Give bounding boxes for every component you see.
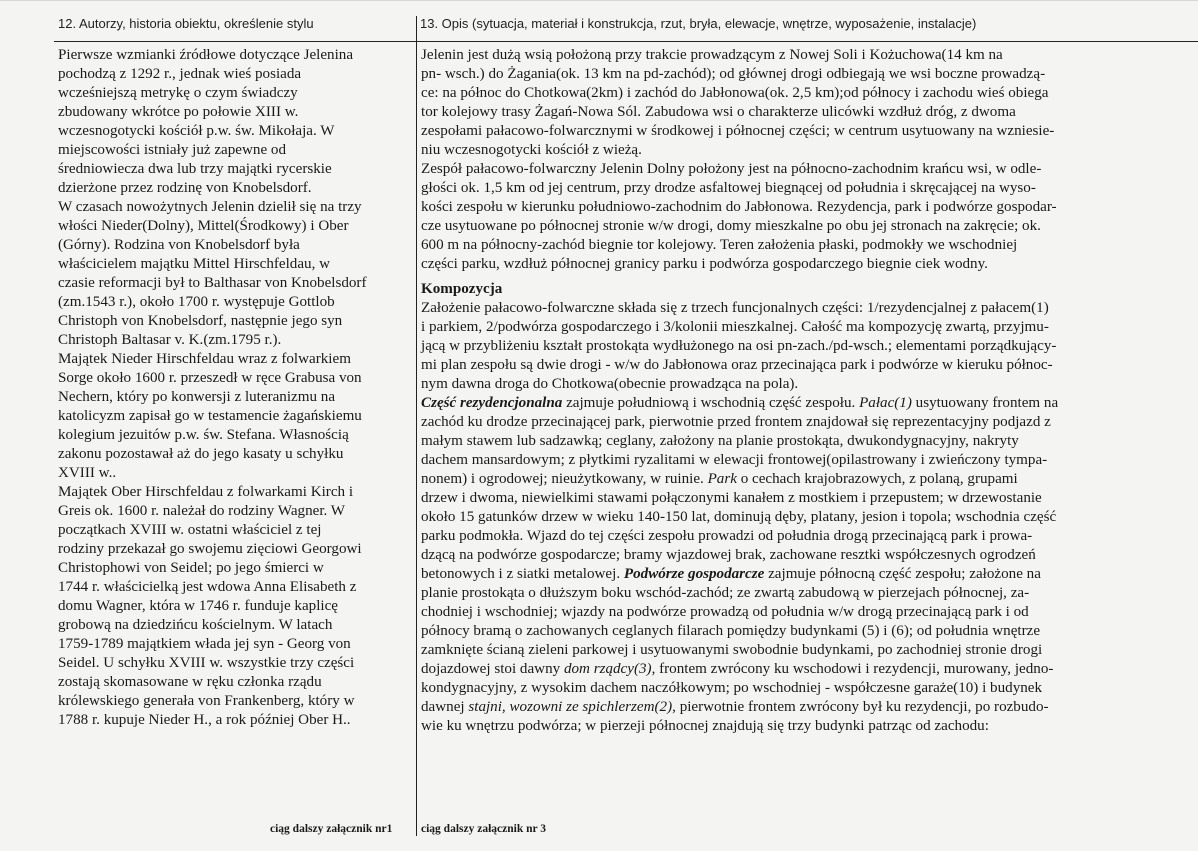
text-line: Zespół pałacowo-folwarczny Jelenin Dolny położony jest na północno-zachodnim krańcu wsi, w odle- (421, 161, 1042, 177)
right-continuation-note: ciąg dalszy załącznik nr 3 (421, 823, 547, 835)
term-czesc-rezydencjonalna: Część rezydencjonalna (421, 395, 563, 411)
term-palac: Pałac(1) (859, 395, 912, 411)
left-text-line: 1744 r. właścicielką jest wdowa Anna Elisabeth z (58, 579, 357, 595)
left-text-line: Seidel. U schyłku XVIII w. wszystkie trzy części (58, 655, 355, 671)
left-text-line: (zm.1543 r.), około 1700 r. występuje Gottlob (58, 294, 335, 310)
text-line: Założenie pałacowo-folwarczne składa się z trzech funcjonalnych części: 1/rezydencjalnej z pałacem(1) (421, 300, 1049, 316)
text-line: wie ku wnętrzu podwórza; w pierzeji północnej znajdują się trzy budynki patrząc od zachodu: (421, 718, 989, 734)
text-line: jącą w przybliżeniu kształt prostokąta wydłużonego na osi pn-zach./pd-wsch.; elementami porządkujący- (421, 338, 1057, 354)
text-line: kondygnacyjny, z wysokim dachem naczółkowym; po wschodniej - współczesne garaże(10) i budynek (421, 680, 1043, 696)
text-line: 600 m na północny-zachód biegnie tor kolejowy. Teren założenia płaski, podmokły we wschodniej (421, 237, 1018, 253)
left-continuation-note: ciąg dalszy załącznik nr1 (270, 823, 393, 835)
text-line: kości zespołu w kierunku południowo-zachodnim do Jabłonowa. Rezydencja, park i podwórze gospodar- (421, 199, 1057, 215)
text-line: około 15 gatunków drzew w wieku 140-150 lat, dominują dęby, platany, jesion i topola; wschodnia część (421, 509, 1057, 525)
term-podworze-gospodarcze: Podwórze gospodarcze (623, 566, 765, 582)
text-line: zespołami pałacowo-folwarcznymi w środkowej i północnej części; w centrum usytuowany na wzniesie- (421, 123, 1055, 139)
text-line: drzew i dwoma, niewielkimi stawami połączonymi kanałem z mostkiem i przepustem; w drzewostanie (421, 490, 1042, 506)
left-text-line: wcześniejszą metrykę o czym świadczy (58, 85, 298, 101)
left-text-line: 1788 r. kupuje Nieder H., a rok później Ober H.. (58, 712, 351, 728)
text-line: dawnej stajni, wozowni ze spichlerzem(2), pierwotnie frontem zwrócony był ku rezydencji, po rozbudo- (421, 699, 1049, 715)
left-text-line: kolegium jezuitów p.w. św. Stefana. Własnością (58, 427, 349, 443)
text-line: zamknięte ścianą zieleni parkowej i usytuowanymi swobodnie budynkami, po zachodniej stronie drogi (421, 642, 1043, 658)
text-line: głości ok. 1,5 km od jej centrum, przy drodze asfaltowej biegnącej od południa i skręcającej na wyso- (421, 180, 1036, 196)
text-line: cze usytuowane po północnej stronie w/w drogi, domy mieszkalne po obu jej stronach na zakręcie; ok. (421, 218, 1041, 234)
left-text-line: pochodzą z 1292 r., jednak wieś posiada (58, 66, 302, 82)
left-text-line: Greis ok. 1600 r. należał do rodziny Wagner. W (58, 503, 346, 519)
left-text-line: Christoph von Knobelsdorf, następnie jego syn (58, 313, 343, 329)
left-text-line: (Górny). Rodzina von Knobelsdorf była (58, 237, 300, 253)
left-column-text (58, 46, 410, 730)
text-line: chodniej i wschodniej; wjazdy na podwórze prowadzą od południa w/w drogą przecinającą park i od (421, 604, 1029, 620)
text-line: części parku, wzdłuż północnej granicy parku i podwórza gospodarczego biegnie ciek wodny. (421, 256, 988, 272)
left-text-line: katolicyzm zapisał go w testamencie żagańskiemu (58, 408, 362, 424)
left-text-line: Christoph Baltasar v. K.(zm.1795 r.). (58, 332, 282, 348)
text-line: północy bramą o zachowanych ceglanych filarach pomiędzy budynkami (5) i (6); od południa wnętrze (421, 623, 1041, 639)
text-line: niu wczesnogotycki kościół z wieżą. (421, 142, 642, 158)
left-section-header: 12. Autorzy, historia obiektu, określenie stylu (58, 16, 314, 31)
left-text-line: zostają skomasowane w ręku członka rządu (58, 674, 322, 690)
text-line: parku podmokła. Wjazd do tej części zespołu prowadzi od południa drogą przecinającą park i prowa- (421, 528, 1033, 544)
top-border-line (0, 0, 1198, 1)
left-text-line: grobową na dziedzińcu kościelnym. W latach (58, 617, 333, 633)
left-text-line: dzierżone przez rodzinę von Knobelsdorf. (58, 180, 312, 196)
left-text-line: XVIII w.. (58, 465, 117, 481)
left-text-line: Majątek Nieder Hirschfeldau wraz z folwarkiem (58, 351, 351, 367)
text-line: pn- wsch.) do Żagania(ok. 13 km na pd-zachód); od głównej drogi odbiegają we wsi boczne prowadzą- (421, 66, 1046, 82)
left-text-line: Christophowi von Seidel; po jego śmierci w (58, 560, 324, 576)
left-text-line: Pierwsze wzmianki źródłowe dotyczące Jelenina (58, 47, 354, 63)
left-text-line: domu Wagner, która w 1746 r. funduje kaplicę (58, 598, 338, 614)
text-line: planie prostokąta o dłuższym boku wschód-zachód; ze zwartą zabudową w pierzejach północnej, za- (421, 585, 1030, 601)
left-text-line: W czasach nowożytnych Jelenin dzielił się na trzy (58, 199, 362, 215)
text-line: dzącą na podwórze gospodarcze; bramy wjazdowej brak, zachowane resztki współczesnych ogrodzeń (421, 547, 1036, 563)
text-line: nym dawna droga do Chotkowa(obecnie prowadząca na pola). (421, 376, 799, 392)
left-text-line: Nechern, który po konwersji z luteranizmu na (58, 389, 336, 405)
term-stajnia-wozownia: stajni, wozowni ze spichlerzem(2) (468, 699, 673, 715)
left-text-line: czasie reformacji był to Balthasar von Knobelsdorf (58, 275, 367, 291)
left-text-line: wczesnogotycki kościół p.w. św. Mikołaja. W (58, 123, 335, 139)
text-line: betonowych i z siatki metalowej. Podwórze gospodarcze zajmuje północną część zespołu; założone na (421, 566, 1041, 582)
section-heading-kompozycja: Kompozycja (421, 281, 503, 297)
column-divider (416, 16, 417, 836)
right-column-text (421, 46, 1191, 736)
text-line: nonem) i ogrodowej; nieużytkowany, w ruinie. Park o cechach krajobrazowych, z polaną, grupami (421, 471, 1018, 487)
left-text-line: właścicielem majątku Mittel Hirschfeldau, w (58, 256, 331, 272)
left-text-line: włości Nieder(Dolny), Mittel(Środkowy) i Ober (58, 218, 349, 234)
left-text-line: zbudowany wkrótce po połowie XIII w. (58, 104, 299, 120)
text-line: dojazdowej stoi dawny dom rządcy(3), frontem zwrócony ku wschodowi i rezydencji, murowany, jedno- (421, 661, 1054, 677)
left-text-line: miejscowości istniały już zapewne od (58, 142, 287, 158)
text-line: tor kolejowy trasy Żagań-Nowa Sól. Zabudowa wsi o charakterze ulicówki wzdłuż dróg, z dwoma (421, 104, 1016, 120)
header-divider (54, 41, 1198, 42)
text-line: dachem mansardowym; z płytkimi ryzalitami w elewacji frontowej(opilastrowany i zwieńczony tympa- (421, 452, 1048, 468)
text-line: Jelenin jest dużą wsią położoną przy trakcie prowadzącym z Nowej Soli i Kożuchowa(14 km na (421, 47, 1003, 63)
text-line: zachód ku drodze przecinającej park, pierwotnie przed frontem znajdował się reprezentacyjny podjazd z (421, 414, 1051, 430)
term-dom-rzadcy: dom rządcy(3) (563, 661, 652, 677)
left-text-line: rodziny przekazał go swojemu zięciowi Georgowi (58, 541, 362, 557)
left-text-line: 1759-1789 majątkiem włada jej syn - Georg von (58, 636, 351, 652)
left-text-line: Majątek Ober Hirschfeldau z folwarkami Kirch i (58, 484, 354, 500)
left-text-line: królewskiego generała von Frankenberg, który w (58, 693, 355, 709)
left-text-line: początkach XVIII w. ostatni właściciel z tej (58, 522, 322, 538)
left-text-line: średniowiecza dwa lub trzy majątki rycerskie (58, 161, 332, 177)
left-text-line: zakonu pozostawał aż do jego kasaty u schyłku (58, 446, 344, 462)
text-line: ce: na północ do Chotkowa(2km) i zachód do Jabłonowa(ok. 2,5 km);od północy i zachodu wieś obiega (421, 85, 1049, 101)
right-section-header: 13. Opis (sytuacja, materiał i konstrukcja, rzut, bryła, elewacje, wnętrze, wyposażenie, instalacje) (420, 16, 977, 31)
text-line: i parkiem, 2/podwórza gospodarczego i 3/kolonii mieszkalnej. Całość ma kompozycję zwartą, przyjmu- (421, 319, 1049, 335)
term-park: Park (707, 471, 737, 487)
text-line: małym stawem lub sadzawką; ceglany, założony na planie prostokąta, dwukondygnacyjny, nakryty (421, 433, 1019, 449)
text-line: mi plan zespołu są dwie drogi - w/w do Jabłonowa oraz przecinająca park i podwórze w kieruku północ- (421, 357, 1053, 373)
left-text-line: Sorge około 1600 r. przeszedł w ręce Grabusa von (58, 370, 362, 386)
text-line: Część rezydencjonalna zajmuje południową i wschodnią część zespołu. Pałac(1) usytuowany frontem na (421, 395, 1059, 411)
